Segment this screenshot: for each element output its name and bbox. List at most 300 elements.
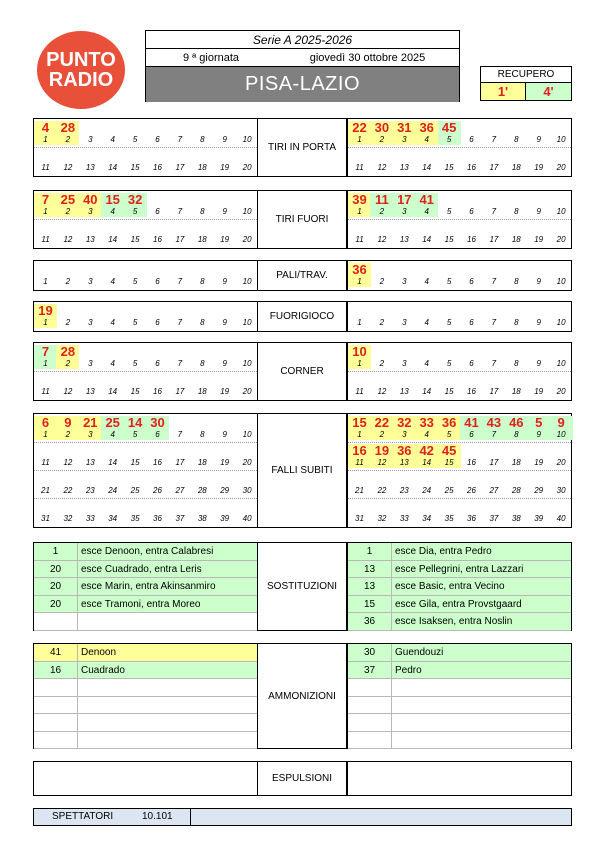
home-stat-grid [33, 190, 258, 249]
slot-number: 9 [536, 135, 541, 144]
event-minute: 28 [60, 344, 76, 359]
slot-number: 8 [200, 430, 205, 439]
event-minute [146, 121, 169, 134]
home-stat-grid [33, 342, 258, 401]
minute-cell [236, 304, 259, 328]
minute-cell [124, 121, 147, 145]
slot-number: 18 [197, 163, 207, 172]
grid-separator [348, 470, 571, 471]
event-minute [124, 373, 147, 386]
minute-cell [236, 416, 259, 440]
slot-number: 23 [399, 486, 409, 495]
minute-cell [370, 193, 393, 217]
slot-number: 25 [444, 486, 454, 495]
slot-number: 40 [556, 514, 566, 523]
row-minute [34, 732, 78, 750]
event-minute: 43 [486, 415, 502, 430]
table-row [348, 662, 571, 680]
slot-number: 7 [177, 207, 183, 216]
minute-cell [348, 500, 371, 524]
event-minute [236, 149, 259, 162]
slot-number: 11 [41, 458, 50, 467]
slot-number: 1 [357, 430, 362, 439]
slot-number: 18 [511, 458, 521, 467]
minute-cell [101, 121, 124, 145]
event-minute [415, 149, 438, 162]
minute-cell [101, 416, 124, 440]
event-minute: 30 [374, 120, 390, 135]
event-minute [393, 149, 416, 162]
slot-number: 23 [85, 486, 95, 495]
minute-cell [393, 304, 416, 328]
slot-number: 25 [130, 486, 140, 495]
slot-number: 10 [556, 207, 566, 216]
event-minute [34, 149, 57, 162]
slot-number: 3 [88, 318, 93, 327]
event-minute: 4 [41, 120, 50, 135]
event-minute [393, 263, 416, 276]
event-minute [236, 444, 259, 457]
event-minute [348, 373, 371, 386]
event-minute [191, 345, 214, 358]
event-minute [236, 416, 259, 429]
minute-cell [550, 193, 573, 217]
event-minute [370, 221, 393, 234]
slot-number: 16 [153, 387, 162, 396]
event-minute [213, 263, 236, 276]
minute-cell [527, 444, 550, 468]
table-row [348, 714, 571, 732]
minute-cell [348, 121, 371, 145]
event-minute [191, 373, 214, 386]
minute-cell [505, 472, 528, 496]
event-minute [191, 304, 214, 317]
slot-number: 5 [132, 359, 138, 368]
event-minute [191, 263, 214, 276]
logo-text-1: PUNTO [46, 49, 116, 71]
event-minute [438, 221, 461, 234]
away-bookings [347, 643, 572, 749]
slot-number: 9 [222, 277, 227, 286]
minute-cell [213, 304, 236, 328]
minute-cell [34, 500, 57, 524]
slot-number: 39 [534, 514, 544, 523]
slot-number: 3 [88, 207, 93, 216]
event-minute: 30 [150, 415, 165, 430]
minute-cell [34, 221, 57, 245]
minute-cell [527, 221, 550, 245]
match-title: PISA-LAZIO [146, 67, 459, 102]
minute-cell [438, 221, 461, 245]
event-minute [191, 500, 214, 513]
event-minute: 21 [83, 415, 98, 430]
minute-cell [527, 121, 550, 145]
slot-number: 12 [63, 235, 73, 244]
minute-cell [236, 149, 259, 173]
slot-number: 1 [357, 135, 362, 144]
minute-cell [236, 444, 259, 468]
slot-number: 33 [85, 514, 95, 523]
minute-cell [393, 416, 416, 440]
row-text: esce Marin, entra Akinsanmiro [81, 581, 216, 593]
minute-cell [415, 221, 438, 245]
row-minute [348, 679, 392, 697]
row-text: Guendouzi [395, 647, 444, 658]
row-minute [34, 613, 78, 631]
event-minute [213, 416, 236, 429]
minute-cell [213, 416, 236, 440]
row-minute [348, 714, 392, 732]
slot-number: 18 [511, 235, 521, 244]
home-substitutions [33, 542, 258, 631]
minute-cell [101, 472, 124, 496]
event-minute: 36 [441, 415, 457, 430]
slot-number: 1 [43, 207, 48, 216]
minute-cell [527, 193, 550, 217]
slot-number: 10 [242, 277, 252, 286]
slot-number: 8 [200, 359, 205, 368]
minute-cell [438, 193, 461, 217]
slot-number: 14 [422, 387, 432, 396]
minute-cell [415, 345, 438, 369]
minute-cell [482, 263, 505, 287]
event-minute [482, 345, 505, 358]
minute-cell [124, 472, 147, 496]
minute-cell [34, 193, 57, 217]
event-minute [505, 500, 528, 513]
minute-cell [168, 416, 191, 440]
slot-number: 14 [422, 458, 432, 467]
minute-cell [56, 263, 79, 287]
row-minute: 13 [348, 578, 392, 596]
event-minute [505, 373, 528, 386]
slot-number: 1 [43, 277, 48, 286]
minute-cell [79, 373, 102, 397]
slot-number: 19 [534, 458, 544, 467]
event-minute: 36 [352, 262, 367, 277]
minute-cell [168, 149, 191, 173]
event-minute [527, 373, 550, 386]
minute-cell [236, 263, 259, 287]
red-cards-label: ESPULSIONI [257, 761, 347, 796]
minute-cell [505, 193, 528, 217]
event-minute [213, 444, 236, 457]
event-minute [393, 500, 416, 513]
minute-cell [56, 304, 79, 328]
slot-number: 20 [242, 163, 252, 172]
event-minute [56, 373, 79, 386]
minute-cell [146, 373, 169, 397]
minute-cell [370, 416, 393, 440]
row-text: Pedro [395, 664, 422, 676]
event-minute: 22 [352, 120, 367, 135]
series-title: Serie A 2025-2026 [146, 31, 459, 49]
minute-cell [168, 472, 191, 496]
row-text: esce Pellegrini, entra Lazzari [395, 563, 524, 575]
minute-cell [146, 416, 169, 440]
slot-number: 22 [377, 486, 387, 495]
event-minute [213, 221, 236, 234]
minute-cell [527, 373, 550, 397]
event-minute [191, 193, 214, 206]
event-minute [34, 444, 57, 457]
slot-number: 27 [175, 486, 185, 495]
minute-cell [146, 149, 169, 173]
event-minute [213, 472, 236, 485]
slot-number: 5 [446, 207, 452, 216]
minute-cell [370, 149, 393, 173]
event-minute [460, 193, 483, 206]
minute-cell [168, 263, 191, 287]
minute-cell [146, 444, 169, 468]
event-minute [482, 149, 505, 162]
event-minute: 41 [419, 192, 434, 207]
slot-number: 12 [377, 387, 387, 396]
minute-cell [348, 345, 371, 369]
event-minute [415, 345, 438, 358]
slot-number: 12 [63, 387, 73, 396]
minute-cell [191, 373, 214, 397]
minute-cell [505, 304, 528, 328]
slot-number: 5 [132, 430, 138, 439]
grid-separator [348, 147, 571, 148]
slot-number: 4 [110, 359, 115, 368]
minute-cell [348, 263, 371, 287]
event-minute [34, 221, 57, 234]
minute-cell [34, 444, 57, 468]
slot-number: 38 [511, 514, 521, 523]
event-minute [505, 221, 528, 234]
event-minute [236, 221, 259, 234]
event-minute [348, 221, 371, 234]
event-minute: 5 [535, 415, 543, 430]
event-minute: 6 [41, 415, 50, 430]
slot-number: 5 [446, 135, 452, 144]
slot-number: 7 [491, 359, 497, 368]
table-row [348, 578, 571, 596]
event-minute [482, 263, 505, 276]
event-minute [505, 345, 528, 358]
event-minute [79, 373, 102, 386]
minute-cell [348, 304, 371, 328]
minute-cell [236, 121, 259, 145]
minute-cell [34, 472, 57, 496]
minute-cell [482, 121, 505, 145]
slot-number: 11 [41, 163, 50, 172]
event-minute [438, 373, 461, 386]
event-minute [101, 121, 124, 134]
minute-cell [101, 263, 124, 287]
slot-number: 13 [399, 387, 409, 396]
slot-number: 8 [514, 277, 519, 286]
stat-label-corner: CORNER [257, 342, 347, 401]
minute-cell [393, 345, 416, 369]
event-minute [415, 373, 438, 386]
slot-number: 6 [155, 207, 160, 216]
row-minute: 1 [34, 543, 78, 561]
event-minute: 39 [352, 192, 367, 207]
minute-cell [79, 149, 102, 173]
event-minute [56, 500, 79, 513]
slot-number: 13 [399, 235, 409, 244]
table-row [34, 662, 257, 680]
slot-number: 2 [65, 430, 71, 439]
table-row [34, 543, 257, 561]
event-minute [213, 373, 236, 386]
slot-number: 1 [43, 359, 48, 368]
event-minute [79, 121, 102, 134]
minute-cell [438, 121, 461, 145]
minute-cell [415, 193, 438, 217]
minute-cell [191, 444, 214, 468]
minute-cell [370, 345, 393, 369]
minute-cell [370, 221, 393, 245]
event-minute [415, 500, 438, 513]
minute-cell [213, 193, 236, 217]
event-minute [56, 472, 79, 485]
away-stat-grid [347, 190, 572, 249]
spectators-label: SPETTATORI [52, 811, 114, 822]
slot-number: 9 [536, 359, 541, 368]
event-minute [101, 373, 124, 386]
event-minute [213, 304, 236, 317]
event-minute [460, 444, 483, 457]
slot-number: 7 [491, 207, 497, 216]
slot-number: 2 [65, 207, 71, 216]
slot-number: 17 [489, 387, 499, 396]
event-minute [550, 263, 573, 276]
minute-cell [415, 121, 438, 145]
event-minute: 36 [397, 443, 412, 458]
substitutions-label: SOSTITUZIONI [257, 542, 347, 631]
slot-number: 5 [446, 277, 452, 286]
grid-separator [348, 219, 571, 220]
slot-number: 6 [155, 277, 160, 286]
minute-cell [168, 373, 191, 397]
slot-number: 14 [422, 235, 432, 244]
event-minute [438, 263, 461, 276]
slot-number: 17 [175, 163, 185, 172]
slot-number: 1 [357, 277, 362, 286]
slot-number: 6 [155, 135, 160, 144]
slot-number: 38 [197, 514, 207, 523]
minute-cell [168, 221, 191, 245]
event-minute [505, 193, 528, 206]
minute-cell [79, 472, 102, 496]
bookings-label: AMMONIZIONI [257, 643, 347, 749]
event-minute [348, 149, 371, 162]
event-minute [236, 500, 259, 513]
event-minute [482, 193, 505, 206]
slot-number: 17 [489, 163, 499, 172]
slot-number: 26 [153, 486, 162, 495]
minute-cell [415, 149, 438, 173]
slot-number: 18 [511, 387, 521, 396]
event-minute [124, 444, 147, 457]
event-minute [527, 193, 550, 206]
minute-cell [101, 193, 124, 217]
slot-number: 7 [491, 318, 497, 327]
match-date: giovedì 30 ottobre 2025 [309, 52, 426, 64]
event-minute [79, 444, 102, 457]
slot-number: 30 [242, 486, 252, 495]
event-minute: 22 [374, 415, 390, 430]
event-minute [527, 500, 550, 513]
minute-cell [191, 221, 214, 245]
row-minute: 20 [34, 578, 78, 596]
slot-number: 7 [177, 430, 183, 439]
slot-number: 7 [491, 135, 497, 144]
slot-number: 1 [43, 318, 48, 327]
slot-number: 2 [65, 359, 71, 368]
event-minute [460, 221, 483, 234]
event-minute: 32 [397, 415, 412, 430]
grid-separator [348, 498, 571, 499]
minute-cell [460, 149, 483, 173]
slot-number: 19 [220, 235, 230, 244]
minute-cell [550, 500, 573, 524]
event-minute [79, 149, 102, 162]
slot-number: 3 [88, 277, 93, 286]
minute-cell [460, 304, 483, 328]
minute-cell [393, 121, 416, 145]
minute-cell [34, 149, 57, 173]
minute-cell [168, 193, 191, 217]
event-minute [213, 500, 236, 513]
event-minute [236, 345, 259, 358]
slot-number: 18 [197, 458, 207, 467]
event-minute [527, 263, 550, 276]
slot-number: 7 [177, 135, 183, 144]
recupero-first-half: 1' [481, 83, 526, 100]
slot-number: 5 [132, 207, 138, 216]
slot-number: 39 [220, 514, 230, 523]
event-minute [101, 221, 124, 234]
slot-number: 4 [110, 207, 115, 216]
event-minute [438, 149, 461, 162]
slot-number: 6 [469, 318, 474, 327]
minute-cell [393, 263, 416, 287]
slot-number: 3 [88, 359, 93, 368]
slot-number: 20 [556, 387, 566, 396]
minute-cell [124, 500, 147, 524]
event-minute [550, 304, 573, 317]
slot-number: 14 [108, 387, 118, 396]
event-minute [482, 304, 505, 317]
slot-number: 11 [355, 235, 364, 244]
minute-cell [56, 121, 79, 145]
event-minute [213, 193, 236, 206]
event-minute: 45 [441, 443, 457, 458]
minute-cell [482, 345, 505, 369]
minute-cell [370, 121, 393, 145]
event-minute [505, 444, 528, 457]
slot-number: 4 [424, 135, 429, 144]
minute-cell [415, 416, 438, 440]
event-minute [236, 193, 259, 206]
minute-cell [236, 500, 259, 524]
slot-number: 6 [155, 318, 160, 327]
minute-cell [438, 345, 461, 369]
event-minute [146, 221, 169, 234]
minute-cell [168, 304, 191, 328]
slot-number: 16 [467, 163, 476, 172]
row-minute: 20 [34, 561, 78, 579]
minute-cell [348, 472, 371, 496]
slot-number: 7 [491, 277, 497, 286]
slot-number: 1 [357, 359, 362, 368]
minute-cell [393, 193, 416, 217]
